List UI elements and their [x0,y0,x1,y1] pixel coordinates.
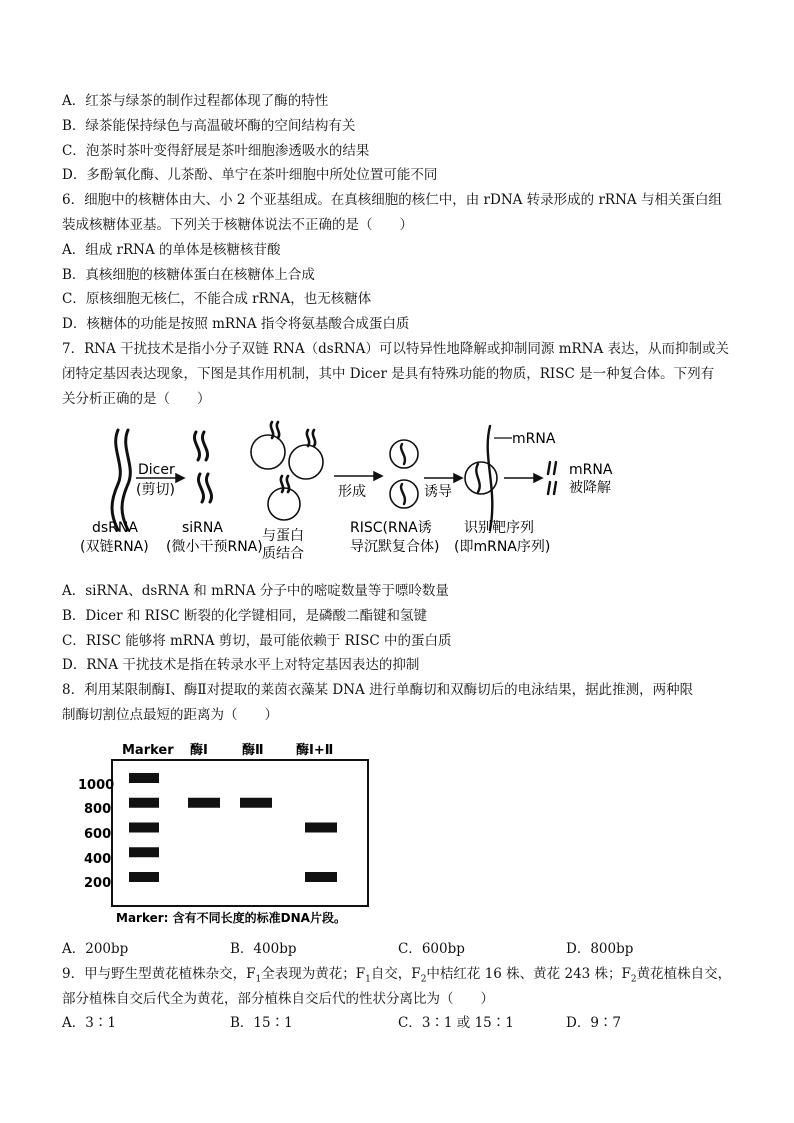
q8-stem-line2: 制酶切割位点最短的距离为（ ） [62,707,278,723]
q6-option-d: D．核糖体的功能是按照 mRNA 指令将氨基酸合成蛋白质 [62,316,410,332]
size-label-800: 800 [84,802,112,817]
marker-band-1000 [129,773,159,783]
bound-sirna-2b [313,430,315,446]
lane-label-enzyme2: 酶Ⅱ [242,743,264,758]
q6-stem-line2: 装成核糖体亚基。下列关于核糖体说法不正确的是（ ） [62,217,413,233]
q5-option-d: D．多酚氧化酶、儿茶酚、单宁在茶叶细胞中所处位置可能不同 [62,167,438,183]
q9-option-b: B．15∶1 [230,1015,293,1031]
lane-label-double: 酶Ⅰ+Ⅱ [296,743,334,758]
q9-stem-part4: 中桔红花 16 株、黄花 243 株；F [426,966,631,982]
q8-option-a: A．200bp [62,941,129,957]
sirna-fragment-1 [194,432,199,460]
lane-label-enzyme1: 酶Ⅰ [190,743,208,758]
risc-strand-1 [401,444,405,464]
gel-electrophoresis-figure [76,738,386,930]
marker-band-400 [129,847,159,857]
dsrna-label: dsRNA [92,520,138,536]
q9-stem-part3: 自交，F [370,966,421,982]
q9-option-a: A．3∶1 [62,1015,116,1031]
q8-stem-line1: 8．利用某限制酶Ⅰ、酶Ⅱ对提取的莱茵衣藻某 DNA 进行单酶切和双酶切后的电泳结果，据此推测，两种限 [62,682,694,698]
rnai-mechanism-figure [72,418,632,563]
q9-sub-f2b: 2 [630,974,637,985]
q6-option-b: B．真核细胞的核糖体蛋白在核糖体上合成 [62,267,315,283]
sirna-fragment-3 [198,474,203,502]
enzyme1-band-800 [188,798,220,808]
degraded-label-1: mRNA [569,462,613,478]
lane-label-marker: Marker [122,743,174,758]
sirna-fragment-4 [206,474,211,502]
protein-circle-2 [289,445,323,479]
degraded-label-2: 被降解 [569,480,611,496]
size-label-600: 600 [84,827,112,842]
sirna-label: siRNA [182,520,223,536]
target-mrna-strand [488,426,493,530]
form-label: 形成 [338,484,366,500]
degrade-arrowhead [534,474,542,482]
q5-option-a: A．红茶与绿茶的制作过程都体现了酶的特性 [62,93,329,109]
dsrna-desc: (双链RNA) [80,539,149,555]
degraded-fragment-4 [554,482,556,494]
q9-stem-part5: 黄花植株自交， [636,966,732,982]
enzyme2-band-800 [240,798,272,808]
q9-sub-f1b: 1 [365,974,371,985]
size-label-1000: 1000 [78,778,115,793]
q9-sub-f1: 1 [255,974,262,985]
q6-option-a: A．组成 rRNA 的单体是核糖核苷酸 [62,242,281,258]
dsrna-strand-1 [112,430,120,530]
double-digest-band-600 [305,823,337,833]
marker-band-600 [129,823,159,833]
q7-option-c: C．RISC 能够将 mRNA 剪切，最可能依赖于 RISC 中的蛋白质 [62,633,452,649]
q8-option-d: D．800bp [566,941,634,957]
q6-stem-line1: 6．细胞中的核糖体由大、小 2 个亚基组成。在真核细胞的核仁中，由 rDNA 转录形成的 rRNA 与相关蛋白组 [62,192,722,208]
gel-note: Marker: 含有不同长度的标准DNA片段。 [116,911,346,925]
recognize-label-1: 识别靶序列 [464,520,534,536]
bound-sirna-2 [307,430,309,446]
bound-sirna-3 [281,476,283,492]
q9-stem-line2: 部分植株自交后代全为黄花，部分植株自交后代的性状分离比为（ ） [62,991,494,1007]
bind-protein-label-1: 与蛋白 [262,528,304,544]
size-label-200: 200 [84,876,112,891]
marker-band-800 [129,798,159,808]
degraded-fragment-2 [554,462,556,474]
q9-stem-part1: 9．甲与野生型黄花植株杂交，F [62,966,256,982]
q7-stem-line2: 闭特定基因表达现象，下图是其作用机制，其中 Dicer 是具有特殊功能的物质，RISC 是一种复合体。下列有 [62,366,715,382]
dicer-label: Dicer [138,462,175,478]
protein-circle-3 [268,488,300,520]
bound-sirna-3b [287,476,289,492]
double-digest-band-200 [305,872,337,882]
bound-sirna-1b [277,422,279,438]
q7-stem-line1: 7．RNA 干扰技术是指小分子双链 RNA（dsRNA）可以特异性地降解或抑制同源 mRNA 表达，从而抑制或关 [62,341,730,357]
q8-option-b: B．400bp [230,941,297,957]
q5-option-c: C．泡茶时茶叶变得舒展是茶叶细胞渗透吸水的结果 [62,143,370,159]
mrna-label: mRNA [512,431,556,447]
degraded-fragment-1 [548,462,550,474]
induce-arrowhead [454,474,462,482]
dicer-cut-label: (剪切) [136,482,175,498]
risc-label-1: RISC(RNA诱 [350,520,432,536]
q9-option-d: D．9∶7 [566,1015,622,1031]
bind-protein-label-2: 质结合 [262,546,304,562]
q7-stem-line3: 关分析正确的是（ ） [62,391,211,407]
induce-label: 诱导 [424,484,452,500]
q9-stem-part2: 全表现为黄花；F [261,966,366,982]
q7-option-d: D．RNA 干扰技术是指在转录水平上对特定基因表达的抑制 [62,657,420,673]
risc-strand-2 [401,484,405,504]
risc-label-2: 导沉默复合体) [350,539,440,555]
sirna-fragment-2 [202,432,207,460]
q7-option-b: B．Dicer 和 RISC 断裂的化学键相同，是磷酸二酯键和氢键 [62,608,428,624]
q5-option-b: B．绿茶能保持绿色与高温破坏酶的空间结构有关 [62,118,356,134]
q8-option-c: C．600bp [398,941,465,957]
guide-strand [476,464,479,492]
dicer-arrowhead [176,474,184,482]
q9-stem-line1 [62,965,762,989]
protein-circle-1 [251,435,285,469]
q9-sub-f2: 2 [420,974,427,985]
recognize-label-2: (即mRNA序列) [454,539,551,555]
size-label-400: 400 [84,852,112,867]
form-arrowhead [374,472,382,480]
q6-option-c: C．原核细胞无核仁，不能合成 rRNA，也无核糖体 [62,291,372,307]
degraded-fragment-3 [548,482,550,494]
dsrna-strand-2 [122,430,130,530]
sirna-desc: (微小干预RNA) [166,539,263,555]
marker-band-200 [129,872,159,882]
q7-option-a: A．siRNA、dsRNA 和 mRNA 分子中的嘧啶数量等于嘌呤数量 [62,583,449,599]
q9-option-c: C．3∶1 或 15∶1 [398,1015,514,1031]
